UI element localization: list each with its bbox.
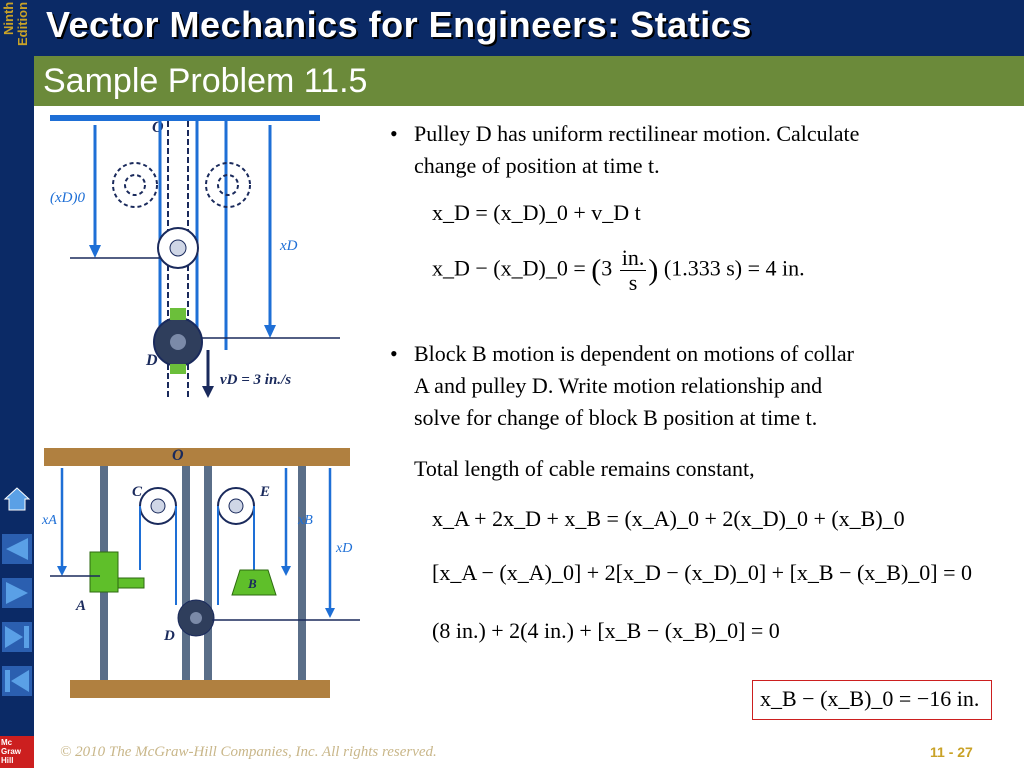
label-vD: vD = 3 in./s [220,372,292,388]
label-E: E [260,484,271,500]
figure-pulley-bottom [40,440,370,705]
eq2-den: s [628,270,638,295]
label-C: C [132,484,143,500]
label-O: O [152,119,164,136]
label-xB: xB [298,513,313,528]
eq2-num: in. [621,245,645,270]
equation-2: x_D − (x_D)_0 = (3 $\frac{in.}{s}$ ) (1.333 s) = 4 in. [432,245,805,295]
answer-equation: x_B − (x_B)_0 = −16 in. [760,686,980,711]
forward-icon[interactable] [2,578,32,608]
total-length-text: Total length of cable remains constant, [414,456,755,481]
label-D: D [146,352,158,369]
edition-label: Ninth Edition [1,2,30,47]
page-title: Vector Mechanics for Engineers: Statics [46,4,752,45]
eq2-time: (1.333 s) [663,255,743,281]
bullet2-line1: Block B motion is dependent on motions of collar [414,341,854,366]
home-icon[interactable] [2,484,32,514]
last-icon[interactable] [2,622,32,652]
label-xD0: (xD)0 [50,190,85,206]
sidebar [0,0,34,768]
page-number: 11 - 27 [930,744,973,760]
copyright-text: © 2010 The McGraw-Hill Companies, Inc. All rights reserved. [60,744,437,760]
bullet2-line3: solve for change of block B position at time t. [414,405,818,430]
label-B: B [248,576,257,591]
label-xD: xD [280,238,298,254]
equation-1: x_D = (x_D)_0 + v_D t [432,200,641,225]
figure-pulley-top [40,110,370,410]
label-xD-bottom: xD [336,541,353,556]
label-xA: xA [42,513,57,528]
bullet-pulley-motion: • Pulley D has uniform rectilinear motion. Calculate change of position at time t. [390,118,1010,182]
bullet1-line1: Pulley D has uniform rectilinear motion. Calculate [414,121,860,146]
back-icon[interactable] [2,534,32,564]
label-A: A [76,598,87,614]
bullet-block-motion: • Block B motion is dependent on motions of collar A and pulley D. Write motion relationship and solve for change of block B position at time t. [390,338,1010,434]
label-O-bottom: O [172,447,184,464]
eq2-coef: 3 [601,255,613,281]
equation-3: x_A + 2x_D + x_B = (x_A)_0 + 2(x_D)_0 + (x_B)_0 [432,506,905,531]
page-subtitle: Sample Problem 11.5 [43,62,368,100]
equation-4: [x_A − (x_A)_0] + 2[x_D − (x_D)_0] + [x_B − (x_B)_0] = 0 [432,560,973,585]
label-D-bottom: D [164,628,175,644]
eq2-rhs: = 4 in. [747,255,805,281]
equation-5: (8 in.) + 2(4 in.) + [x_B − (x_B)_0] = 0 [432,618,780,643]
publisher-logo: Mc Graw Hill [0,736,34,768]
eq2-lhs: x_D − (x_D)_0 = [432,255,586,281]
first-icon[interactable] [2,666,32,696]
bullet1-line2: change of position at time t. [414,153,660,178]
bullet2-line2: A and pulley D. Write motion relationship and [414,373,823,398]
